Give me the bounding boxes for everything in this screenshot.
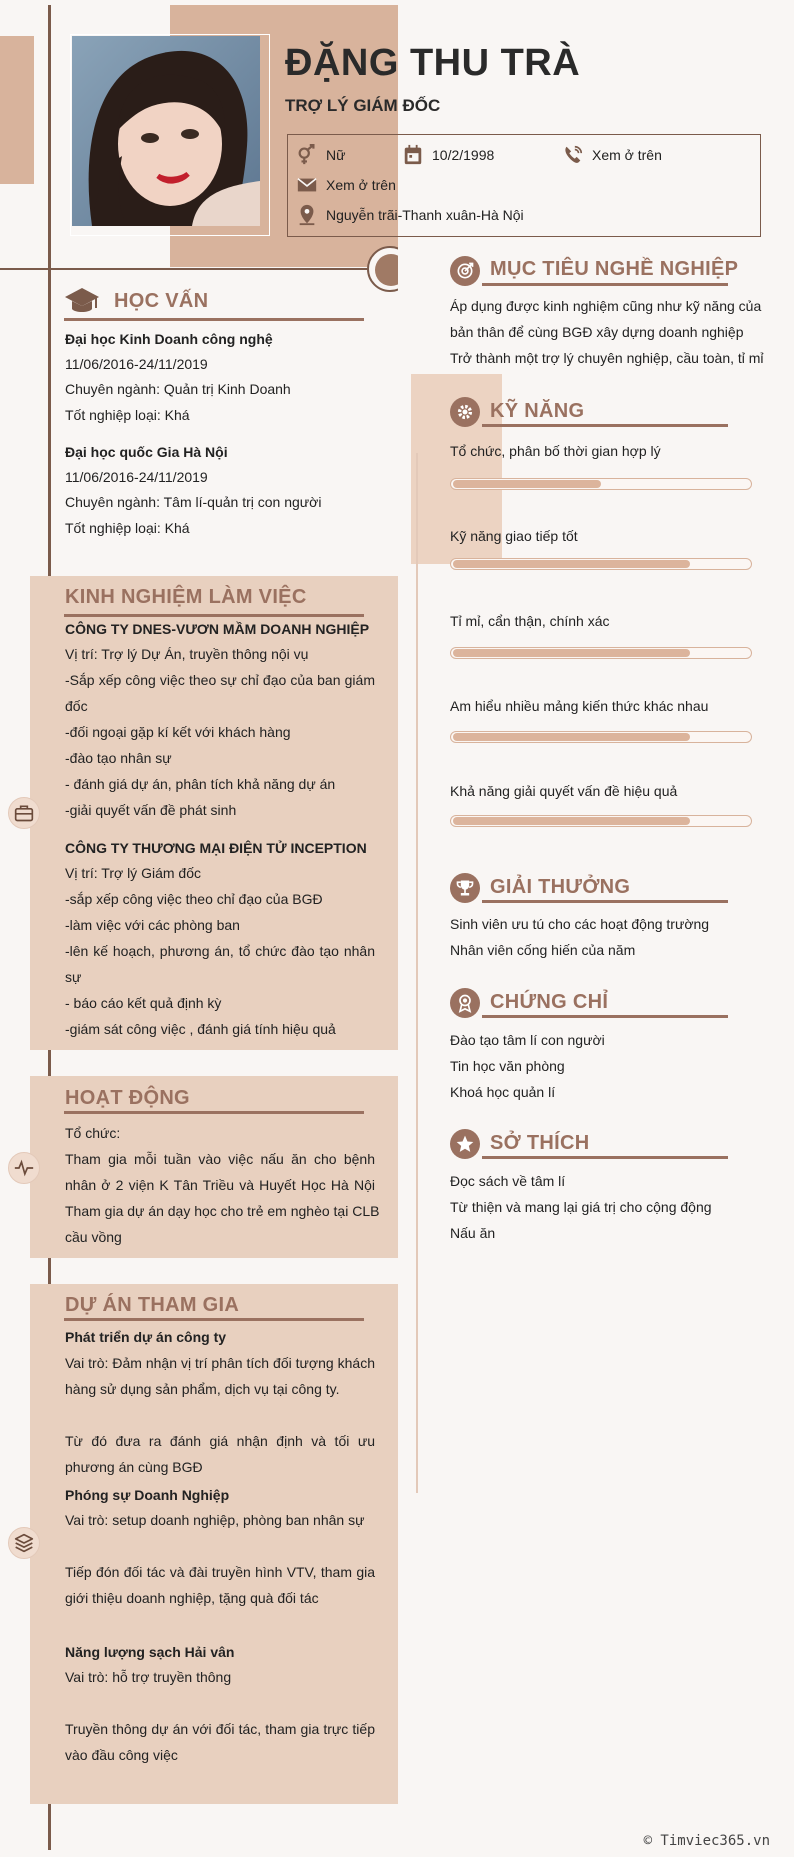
company-name-2: CÔNG TY THƯƠNG MẠI ĐIỆN TỬ INCEPTION <box>65 840 367 856</box>
award-line-2: Nhân viên cống hiến của năm <box>450 942 636 958</box>
hobbies-heading: SỞ THÍCH <box>490 1132 590 1154</box>
header-divider <box>0 268 398 270</box>
project-1-line-2: hàng sử dụng sản phẩm, dịch vụ tại công ty. <box>65 1381 340 1397</box>
graduation-cap-icon <box>64 286 100 316</box>
education-period-2: 11/06/2016-24/11/2019 <box>65 469 208 485</box>
projects-badge <box>8 1527 40 1559</box>
email-value: Xem ở trên <box>326 177 396 193</box>
birthdate-field <box>402 144 494 166</box>
company-name-1: CÔNG TY DNES-VƯƠN MẦM DOANH NGHIỆP <box>65 621 370 637</box>
education-grade-1: Tốt nghiệp loại: Khá <box>65 407 190 423</box>
project-1-line-3: Từ đó đưa ra đánh giá nhận định và tối ưu <box>65 1433 375 1449</box>
skill-bar-fill-1 <box>453 480 601 488</box>
objective-line-1: Áp dụng được kinh nghiệm cũng như kỹ năng của <box>450 298 762 314</box>
education-major-1: Chuyên ngành: Quản trị Kinh Doanh <box>65 381 291 397</box>
project-1-line-4: phương án cùng BGĐ <box>65 1459 203 1475</box>
hobby-line-2: Từ thiện và mang lại giá trị cho cộng động <box>450 1199 712 1215</box>
project-3-line-3: vào đầu công việc <box>65 1747 178 1763</box>
project-name-1: Phát triển dự án công ty <box>65 1329 227 1345</box>
trophy-icon <box>455 878 475 898</box>
activities-underline <box>64 1111 364 1114</box>
education-period-1: 11/06/2016-24/11/2019 <box>65 356 208 372</box>
hobbies-underline <box>482 1156 728 1159</box>
candidate-name: ĐẶNG THU TRÀ <box>285 42 581 84</box>
skill-bar-5 <box>450 815 752 827</box>
calendar-icon <box>402 144 424 166</box>
location-pin-icon <box>296 204 318 226</box>
company-2-duty-3: -lên kế hoạch, phương án, tổ chức đào tạo nhân <box>65 943 375 959</box>
skill-label-5: Khả năng giải quyết vấn đề hiệu quả <box>450 783 678 799</box>
activity-line-3: nhân ở 2 viện K Tân Triều và Huyết Học Hà Nội <box>65 1177 375 1193</box>
company-1-duty-4: -đào tạo nhân sự <box>65 750 172 766</box>
skill-label-4: Am hiểu nhiều mảng kiến thức khác nhau <box>450 698 709 714</box>
email-field <box>296 174 396 196</box>
project-3-line-1: Vai trò: hỗ trợ truyền thông <box>65 1669 232 1685</box>
activities-heading: HOẠT ĐỘNG <box>65 1087 190 1109</box>
education-grade-2: Tốt nghiệp loại: Khá <box>65 520 190 536</box>
certificates-heading: CHỨNG CHỈ <box>490 991 609 1013</box>
pulse-icon <box>14 1158 34 1178</box>
decor-thin-line <box>416 453 418 1493</box>
gear-icon <box>455 402 475 422</box>
skill-bar-4 <box>450 731 752 743</box>
awards-heading: GIẢI THƯỞNG <box>490 876 631 898</box>
objective-icon-badge <box>450 256 480 286</box>
skill-bar-fill-5 <box>453 817 690 825</box>
activity-line-5: cầu vồng <box>65 1229 122 1245</box>
gender-icon <box>296 144 318 166</box>
skill-bar-fill-3 <box>453 649 690 657</box>
layers-icon <box>14 1533 34 1553</box>
skill-label-1: Tổ chức, phân bố thời gian hợp lý <box>450 443 661 459</box>
company-2-duty-5: - báo cáo kết quả định kỳ <box>65 995 222 1011</box>
project-2-line-1: Vai trò: setup doanh nghiệp, phòng ban nhân sự <box>65 1512 365 1528</box>
award-line-1: Sinh viên ưu tú cho các hoạt động trường <box>450 916 710 932</box>
awards-underline <box>482 900 728 903</box>
company-role-2: Vị trí: Trợ lý Giám đốc <box>65 865 201 881</box>
gender-value: Nữ <box>326 147 346 163</box>
activity-line-1: Tổ chức: <box>65 1125 121 1141</box>
medal-icon <box>455 993 475 1013</box>
skill-bar-3 <box>450 647 752 659</box>
activity-line-4: Tham gia dự án dạy học cho trẻ em nghèo tại CLB <box>65 1203 380 1219</box>
certificate-line-2: Tin học văn phòng <box>450 1058 565 1074</box>
awards-icon-badge <box>450 873 480 903</box>
certificate-line-1: Đào tạo tâm lí con người <box>450 1032 605 1048</box>
hobbies-icon-badge <box>450 1129 480 1159</box>
skill-bar-fill-4 <box>453 733 690 741</box>
objective-underline <box>482 283 728 286</box>
skills-heading: KỸ NĂNG <box>490 400 585 422</box>
company-1-duty-6: -giải quyết vấn đề phát sinh <box>65 802 237 818</box>
address-value: Nguyễn trãi-Thanh xuân-Hà Nội <box>326 207 524 223</box>
skill-label-3: Tỉ mỉ, cẩn thận, chính xác <box>450 613 610 629</box>
project-2-line-3: giới thiệu doanh nghiệp, tặng quà đối tác <box>65 1590 319 1606</box>
certificates-underline <box>482 1015 728 1018</box>
company-2-duty-6: -giám sát công việc , đánh giá tính hiệu quả <box>65 1021 336 1037</box>
experience-badge <box>8 797 40 829</box>
skill-label-2: Kỹ năng giao tiếp tốt <box>450 528 578 544</box>
certificate-line-3: Khoá học quản lí <box>450 1084 556 1100</box>
phone-value: Xem ở trên <box>592 147 662 163</box>
activities-badge <box>8 1152 40 1184</box>
phone-field <box>562 144 662 166</box>
project-name-2: Phóng sự Doanh Nghiệp <box>65 1487 230 1503</box>
birthdate-value: 10/2/1998 <box>432 147 495 163</box>
education-heading: HỌC VẤN <box>114 290 209 312</box>
decor-block-left <box>0 36 34 184</box>
email-icon <box>296 174 318 196</box>
avatar <box>72 36 260 226</box>
objective-line-3: Trở thành một trợ lý chuyên nghiệp, cầu toàn, tỉ mỉ <box>450 350 764 366</box>
education-school-1: Đại học Kinh Doanh công nghệ <box>65 331 273 347</box>
decor-circle-mask <box>398 240 428 300</box>
target-icon <box>455 261 475 281</box>
certificates-icon-badge <box>450 988 480 1018</box>
copyright-text: © Timviec365.vn <box>643 1833 770 1849</box>
hobby-line-3: Nấu ăn <box>450 1225 496 1241</box>
company-1-duty-1: -Sắp xếp công việc theo sự chỉ đạo của ban giám <box>65 672 375 688</box>
skill-bar-fill-2 <box>453 560 690 568</box>
education-major-2: Chuyên ngành: Tâm lí-quản trị con người <box>65 494 322 510</box>
experience-underline <box>64 614 364 617</box>
company-1-duty-3: -đối ngoại gặp kí kết với khách hàng <box>65 724 291 740</box>
experience-heading: KINH NGHIỆM LÀM VIỆC <box>65 586 307 608</box>
phone-icon <box>562 144 584 166</box>
address-field <box>296 204 524 226</box>
activity-line-2: Tham gia mỗi tuần vào việc nấu ăn cho bệnh <box>65 1151 375 1167</box>
candidate-title: TRỢ LÝ GIÁM ĐỐC <box>285 96 441 115</box>
projects-underline <box>64 1318 364 1321</box>
company-role-1: Vị trí: Trợ lý Dự Án, truyền thông nội vụ <box>65 646 309 662</box>
skill-bar-1 <box>450 478 752 490</box>
briefcase-icon <box>14 803 34 823</box>
project-1-line-1: Vai trò: Đảm nhận vị trí phân tích đối tượng khách <box>65 1355 375 1371</box>
skills-underline <box>482 424 728 427</box>
project-2-line-2: Tiếp đón đối tác và đài truyền hình VTV, tham gia <box>65 1564 375 1580</box>
company-1-duty-2: đốc <box>65 698 88 714</box>
company-2-duty-1: -sắp xếp công việc theo chỉ đạo của BGĐ <box>65 891 323 907</box>
objective-heading: MỤC TIÊU NGHỀ NGHIỆP <box>490 258 739 280</box>
skills-icon-badge <box>450 397 480 427</box>
hobby-line-1: Đọc sách về tâm lí <box>450 1173 566 1189</box>
company-2-duty-4: sự <box>65 969 82 985</box>
skill-bar-2 <box>450 558 752 570</box>
gender-field <box>296 144 345 166</box>
portrait-illustration <box>72 36 260 226</box>
company-2-duty-2: -làm việc với các phòng ban <box>65 917 240 933</box>
project-name-3: Năng lượng sạch Hải vân <box>65 1644 235 1660</box>
education-school-2: Đại học quốc Gia Hà Nội <box>65 444 228 460</box>
company-1-duty-5: - đánh giá dự án, phân tích khả năng dự án <box>65 776 336 792</box>
objective-line-2: bản thân để cùng BGĐ xây dựng doanh nghiệp <box>450 324 744 340</box>
star-icon <box>455 1134 475 1154</box>
projects-heading: DỰ ÁN THAM GIA <box>65 1294 240 1316</box>
project-3-line-2: Truyền thông dự án với đối tác, tham gia trực tiếp <box>65 1721 375 1737</box>
education-underline <box>64 318 364 321</box>
